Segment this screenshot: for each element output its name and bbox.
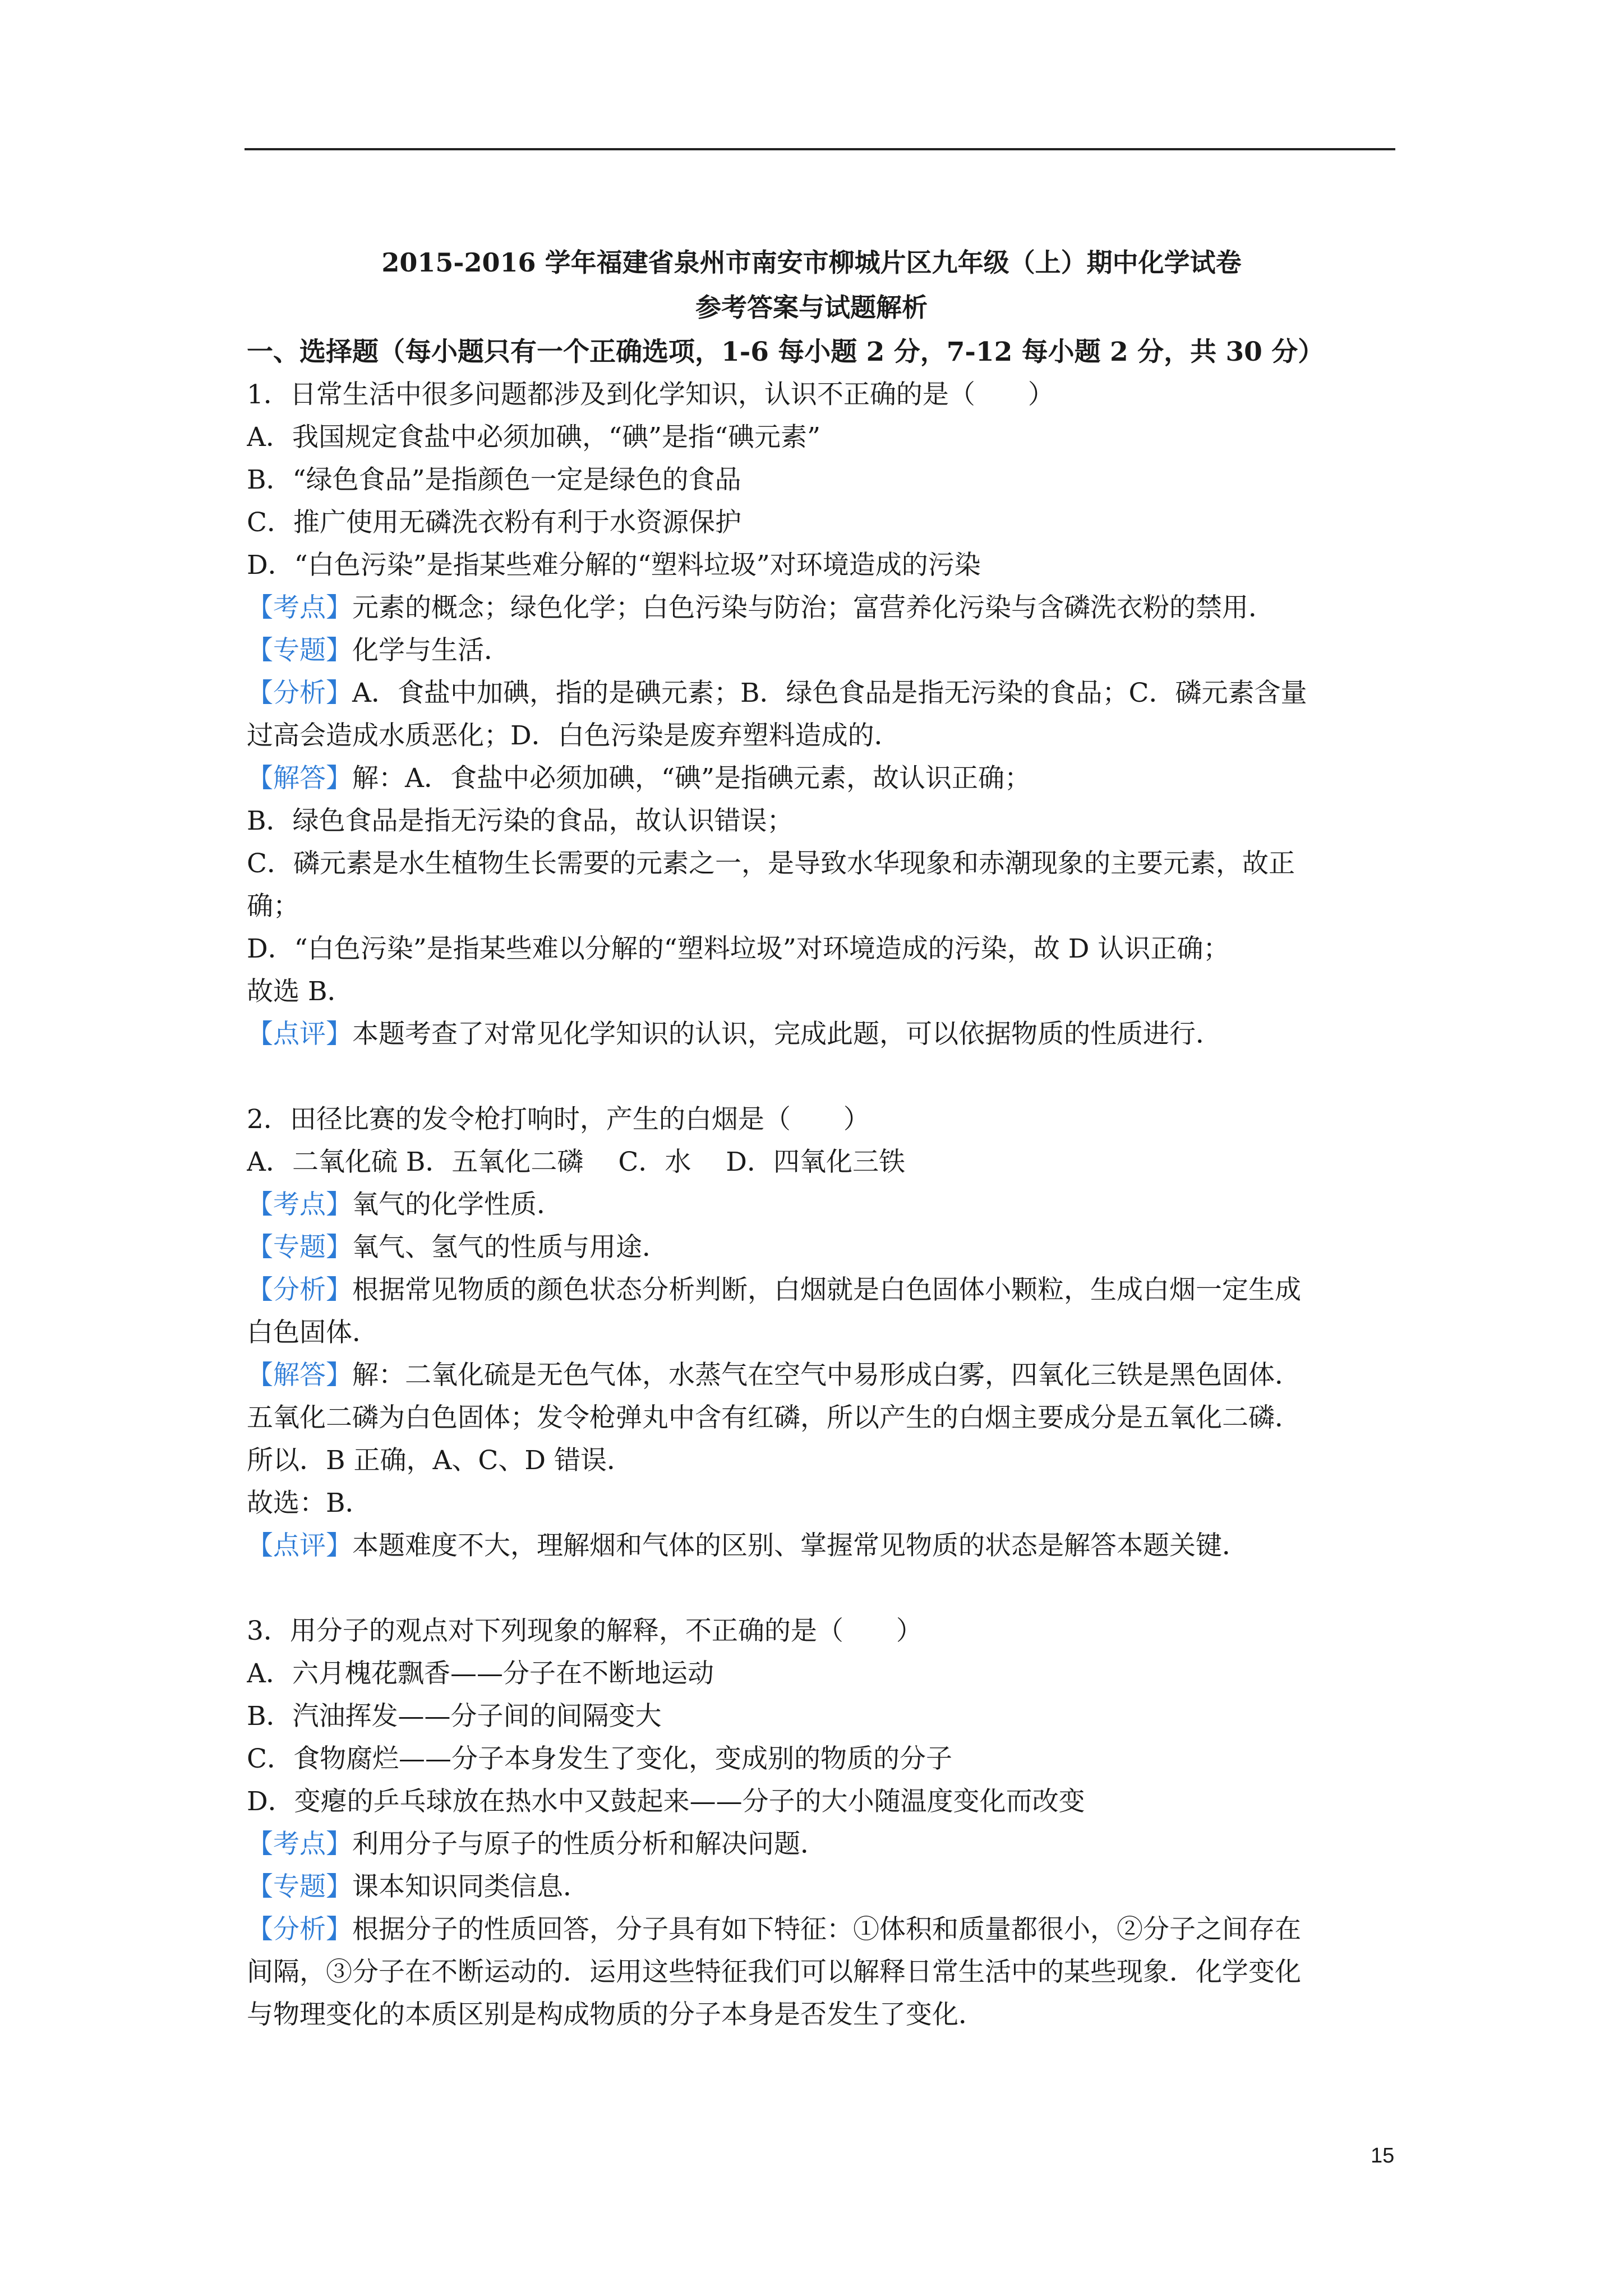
q3-kaodian — [247, 1823, 1396, 1866]
q3-option-a: A．六月槐花飘香——分子在不断地运动 — [247, 1658, 714, 1689]
q2-fenxi-text: 根据常见物质的颜色状态分析判断，白烟就是白色固体小颗粒，生成白烟一定生成 — [352, 1274, 1301, 1305]
q1-jieda-line5: D．“白色污染”是指某些难以分解的“塑料垃圾”对环境造成的污染，故 D 认识正确； — [247, 933, 1230, 964]
q3-option-c: C．食物腐烂——分子本身发生了变化，变成别的物质的分子 — [247, 1743, 952, 1774]
q2-options: A．二氧化硫 B．五氧化二磷 C．水 D．四氧化三铁 — [247, 1147, 905, 1177]
q2-jieda — [247, 1354, 1396, 1397]
fenxi-tag: 【分析】 — [247, 1914, 352, 1945]
q3-fenxi-cont2: 与物理变化的本质区别是构成物质的分子本身是否发生了变化． — [247, 1999, 985, 2030]
q2-jieda-text: 解：二氧化硫是无色气体，水蒸气在空气中易形成白雾，四氧化三铁是黑色固体． — [352, 1360, 1301, 1391]
kaodian-tag: 【考点】 — [247, 1189, 352, 1220]
q2-stem: 2．田径比赛的发令枪打响时，产生的白烟是（ ） — [247, 1104, 870, 1135]
dianping-tag: 【点评】 — [247, 1019, 352, 1050]
q1-option-d: D．“白色污染”是指某些难分解的“塑料垃圾”对环境造成的污染 — [247, 550, 981, 581]
q1-jieda-line6: 故选 B． — [247, 976, 354, 1007]
q3-zhuanti-text: 课本知识同类信息． — [352, 1871, 589, 1902]
q1-stem: 1．日常生活中很多问题都涉及到化学知识，认识不正确的是（ ） — [247, 379, 1054, 410]
spacer — [247, 1056, 1396, 1098]
q2-fenxi-cont: 白色固体． — [247, 1317, 379, 1348]
q3-fenxi-cont: 间隔，③分子在不断运动的．运用这些特征我们可以解释日常生活中的某些现象．化学变化 — [247, 1957, 1301, 1987]
document-body — [247, 331, 1396, 2036]
q2-jieda-line3: 所以．B 正确，A、C、D 错误． — [247, 1445, 634, 1476]
zhuanti-tag: 【专题】 — [247, 1232, 352, 1263]
page-number: 15 — [1371, 2144, 1395, 2168]
kaodian-tag: 【考点】 — [247, 1829, 352, 1860]
q1-jieda-line4: 确； — [247, 891, 299, 922]
q2-zhuanti — [247, 1226, 1396, 1269]
q1-kaodian-text: 元素的概念；绿色化学；白色污染与防治；富营养化污染与含磷洗衣粉的禁用． — [352, 592, 1275, 623]
kaodian-tag: 【考点】 — [247, 592, 352, 623]
q1-option-a: A．我国规定食盐中必须加碘，“碘”是指“碘元素” — [247, 422, 821, 453]
q2-dianping-text: 本题难度不大，理解烟和气体的区别、掌握常见物质的状态是解答本题关键． — [352, 1530, 1248, 1561]
zhuanti-tag: 【专题】 — [247, 1871, 352, 1902]
q2-jieda-line4: 故选：B． — [247, 1488, 372, 1519]
zhuanti-tag: 【专题】 — [247, 635, 352, 666]
q2-kaodian — [247, 1184, 1396, 1226]
q1-option-b: B．“绿色食品”是指颜色一定是绿色的食品 — [247, 464, 741, 495]
q2-fenxi — [247, 1269, 1396, 1312]
q3-fenxi-text: 根据分子的性质回答，分子具有如下特征：①体积和质量都很小，②分子之间存在 — [352, 1914, 1301, 1945]
q1-zhuanti-text: 化学与生活． — [352, 635, 510, 666]
q2-dianping — [247, 1525, 1396, 1567]
q3-kaodian-text: 利用分子与原子的性质分析和解决问题． — [352, 1829, 827, 1860]
dianping-tag: 【点评】 — [247, 1530, 352, 1561]
q1-option-c: C．推广使用无磷洗衣粉有利于水资源保护 — [247, 507, 741, 538]
q3-stem: 3．用分子的观点对下列现象的解释，不正确的是（ ） — [247, 1616, 923, 1646]
fenxi-tag: 【分析】 — [247, 678, 352, 708]
q3-zhuanti — [247, 1866, 1396, 1908]
spacer — [247, 1567, 1396, 1610]
q3-option-b: B．汽油挥发——分子间的间隔变大 — [247, 1701, 662, 1732]
q1-zhuanti — [247, 629, 1396, 672]
document-subtitle: 参考答案与试题解析 — [695, 292, 928, 323]
q3-fenxi — [247, 1908, 1396, 1951]
jieda-tag: 【解答】 — [247, 1360, 352, 1391]
header-rule — [245, 148, 1395, 150]
q1-kaodian — [247, 587, 1396, 629]
q2-jieda-line2: 五氧化二磷为白色固体；发令枪弹丸中含有红磷，所以产生的白烟主要成分是五氧化二磷． — [247, 1402, 1301, 1433]
q1-fenxi-cont: 过高会造成水质恶化；D．白色污染是废弃塑料造成的． — [247, 720, 901, 751]
section-header: 一、选择题（每小题只有一个正确选项，1-6 每小题 2 分，7-12 每小题 2 分，共 30 分） — [247, 337, 1325, 367]
q1-jieda-line2: B．绿色食品是指无污染的食品，故认识错误； — [247, 806, 794, 836]
document-title: 2015-2016 学年福建省泉州市南安市柳城片区九年级（上）期中化学试卷 — [381, 247, 1242, 278]
q1-jieda-line3: C．磷元素是水生植物生长需要的元素之一，是导致水华现象和赤潮现象的主要元素，故正 — [247, 848, 1295, 879]
q1-dianping — [247, 1013, 1396, 1056]
fenxi-tag: 【分析】 — [247, 1274, 352, 1305]
jieda-tag: 【解答】 — [247, 763, 352, 794]
q1-dianping-text: 本题考查了对常见化学知识的认识，完成此题，可以依据物质的性质进行． — [352, 1019, 1222, 1050]
q1-fenxi — [247, 672, 1396, 715]
q2-zhuanti-text: 氧气、氢气的性质与用途． — [352, 1232, 668, 1263]
q3-option-d: D．变瘪的乒乓球放在热水中又鼓起来——分子的大小随温度变化而改变 — [247, 1786, 1085, 1817]
q2-kaodian-text: 氧气的化学性质． — [352, 1189, 563, 1220]
q1-jieda-text: 解：A．食盐中必须加碘，“碘”是指碘元素，故认识正确； — [352, 763, 1031, 794]
q1-jieda — [247, 757, 1396, 800]
q1-fenxi-text: A．食盐中加碘，指的是碘元素；B．绿色食品是指无污染的食品；C．磷元素含量 — [352, 678, 1307, 708]
